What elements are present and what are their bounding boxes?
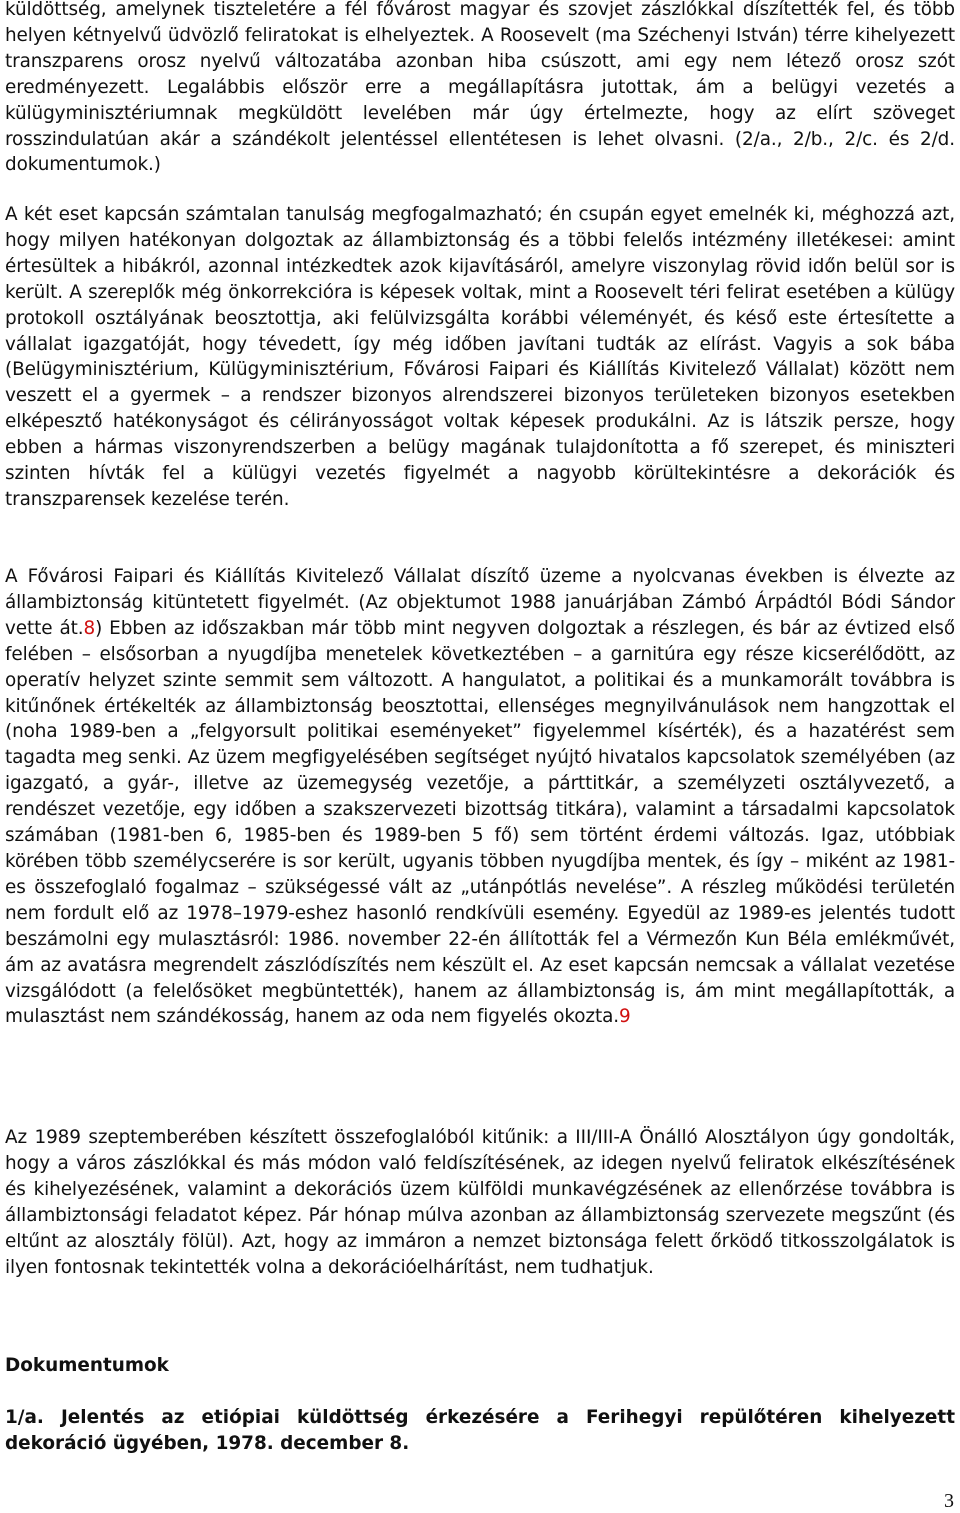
paragraph-3 [5, 564, 955, 1030]
document-title: 1/a. Jelentés az etiópiai küldöttség érkezésére a Ferihegyi repülőtéren kihelyezett dekoráció ügyében, 1978. december 8. [5, 1407, 955, 1454]
paragraph-1: küldöttség, amelynek tiszteletére a fél fővárost magyar és szovjet zászlókkal díszítették fel, és több helyen kétnyelvű üdvözlő feliratokat is elhelyeztek. A Roosevelt (ma Széchenyi István) térre kihelyezett transzparens orosz nyelvű változatába azonban hiba csúszott, ami egy nem létező orosz szót eredményezett. Legalábbis először erre a megállapításra jutottak, ám a belügyi vezetés a külügyminisztériumnak megküldött levelében már úgy értelmezte, hogy az elírt szöveget rosszindulatúan akár a szándékolt jelentéssel ellentétesen is lehet olvasni. (2/a., 2/b., 2/c. és 2/d. dokumentumok.) [5, 0, 955, 176]
page-number: 3 [944, 1490, 954, 1512]
paragraph-2: A két eset kapcsán számtalan tanulság megfogalmazható; én csupán egyet emelnék ki, méghozzá azt, hogy milyen hatékonyan dolgoztak az állambiztonság és a többi felelős intézmény illetékesei: amint értesültek a hibákról, azonnal intézkedtek azok kijavításáról, amelyre viszonylag rövid időn belül sor is került. A szereplők még önkorrekcióra is képesek voltak, mint a Roosevelt téri felirat esetében a külügy protokoll osztályának beosztottja, aki felülvizsgálta korábbi véleményét, és késő este értesítette a vállalat igazgatóját, hogy tévedett, így még időben javítani tudták az elírást. Vagyis a sok bába (Belügyminisztérium, Külügyminisztérium, Fővárosi Faipari és Kiállítás Kivitelező Vállalat) között nem veszett el a gyermek – a rendszer bizonyos alrendszerei bizonyos területeken bizonyos esetekben elképesztő hatékonyságot és célirányosságot voltak képesek produkálni. Az is látszik persze, hogy ebben a hármas viszonyrendszerben a belügy magának tulajdonította a fő szerepet, és miniszteri szinten hívták fel a külügyi vezetés figyelmét a nagyobb körültekintésre a dekorációk és transzparensek kezelése terén. [5, 204, 955, 510]
section-heading: Dokumentumok [5, 1355, 169, 1376]
footnote-ref-9[interactable]: 9 [619, 1006, 631, 1028]
paragraph-4: Az 1989 szeptemberében készített összefoglalóból kitűnik: a III/III-A Önálló Alosztályon úgy gondolták, hogy a város zászlókkal és más módon való feldíszítésének, az idegen nyelvű feliratok elkészítésének és kihelyezésének, valamint a dekorációs üzem külföldi munkavégzésének az ellenőrzése továbbra is állambiztonsági feladatot képez. Pár hónap múlva azonban az állambiztonság szervezete megszűnt (és eltűnt az alosztály fölül). Azt, hogy az immáron a nemzet biztonsága felett őrködő titkosszolgálatok is ilyen fontosnak tekintették volna a dekorációelhárítást, nem tudhatjuk. [5, 1127, 955, 1278]
paragraph-3-text-a: A Fővárosi Faipari és Kiállítás Kivitelező Vállalat díszítő üzeme a nyolcvanas években is élvezte az állambiztonság kitüntetett figyelmét. (Az objektumot 1988 januárjában Zámbó Árpádtól Bódi Sándor vette át. [5, 566, 955, 639]
paragraph-3-text-b: ) Ebben az időszakban már több mint negyven dolgoztak a részlegen, és bár az évtized első felében – elsősorban a nyugdíjba menetelek következtében – a garnitúra egy része kicserélődött, az operatív helyzet szinte semmit sem változott. A hangulatot, a politikai és a munkamorált továbbra is kitűnőnek értékelték az állambiztonság beosztottai, ellenséges megnyilvánulások nem hangzottak el (noha 1989-ben a „felgyorsult politikai eseményeket” figyelemmel kísérték), és a hazatérést sem tagadta meg senki. Az üzem megfigyelésében segítséget nyújtó hivatalos kapcsolatok személyében (az igazgató, a gyár-, illetve az üzemegység vezetője, a párttitkár, a személyzeti osztályvezető, a rendészet vezetője, egy időben a szakszervezeti bizottság titkára), valamint a társadalmi kapcsolatok számában (1981-ben 6, 1985-ben és 1989-ben 5 fő) sem történt érdemi változás. Igaz, utóbbiak körében több személycserére is sor került, ugyanis többen nyugdíjba mentek, és így – miként az 1981-es összefoglaló fogalmaz – szükségessé vált az „utánpótlás nevelése”. A részleg működési területén nem fordult elő az 1978–1979-eshez hasonló rendkívüli esemény. Egyedül az 1989-es jelentés tudott beszámolni egy mulasztásról: 1986. november 22-én állították fel a Vérmezőn Kun Béla emlékművét, ám az avatásra megrendelt zászlódíszítés nem készült el. Az eset kapcsán nemcsak a vállalat vezetése vizsgálódott (a felelősöket megbüntették), hanem az állambiztonság is, ám mint megállapították, a mulasztást nem szándékosság, hanem az oda nem figyelés okozta. [5, 617, 955, 1028]
footnote-ref-8[interactable]: 8 [83, 617, 96, 639]
